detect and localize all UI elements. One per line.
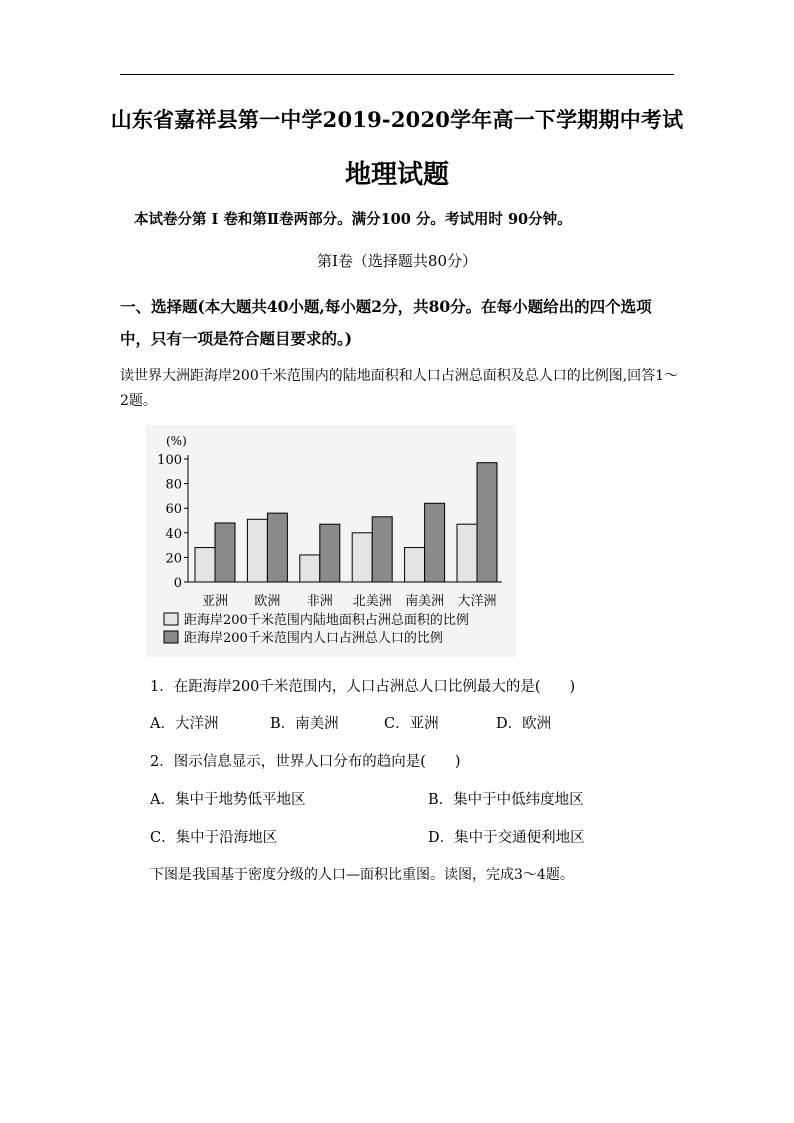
bar-population-3 [372, 517, 392, 582]
x-category-label: 亚洲 [201, 594, 229, 609]
bar-population-1 [267, 513, 287, 582]
question-1-option-d[interactable]: D．欧洲 [496, 716, 552, 732]
question-2-option-c[interactable]: C．集中于沿海地区 [150, 830, 278, 846]
question-1-option-c[interactable]: C．亚洲 [384, 716, 439, 732]
x-category-label: 非洲 [306, 594, 333, 609]
y-axis-unit-label: (%) [166, 434, 187, 448]
question-2-option-b[interactable]: B．集中于中低纬度地区 [428, 792, 584, 808]
x-category-label: 北美洲 [352, 594, 392, 609]
exam-intro: 本试卷分第 Ⅰ 卷和第Ⅱ卷两部分。满分100 分。考试用时 90分钟。 [134, 211, 572, 228]
question-1-option-b[interactable]: B．南美洲 [270, 716, 339, 732]
bar-land-4 [405, 548, 425, 582]
y-tick-label: 100 [157, 453, 182, 468]
x-category-label: 欧洲 [254, 594, 281, 609]
bar-population-4 [425, 503, 445, 582]
y-tick-label: 0 [173, 576, 182, 591]
bar-land-3 [352, 533, 372, 582]
bar-population-0 [215, 523, 235, 582]
legend-swatch [164, 613, 178, 625]
question-1-stem: 1．在距海岸200千米范围内，人口占洲总人口比例最大的是( ) [150, 679, 576, 695]
x-category-label: 大洋洲 [457, 594, 497, 609]
header-rule [120, 74, 674, 75]
bar-land-5 [457, 524, 477, 582]
legend-swatch [164, 631, 178, 643]
bar-land-1 [247, 519, 267, 582]
y-tick-label: 60 [165, 502, 182, 518]
bar-land-0 [195, 548, 215, 582]
section-title: 一、选择题(本大题共40小题,每小题2分，共80分。在每小题给出的四个选项中，只有一项是符合题目要求的。) [120, 297, 652, 348]
y-tick-label: 80 [165, 477, 182, 493]
question-2-option-d[interactable]: D．集中于交通便利地区 [428, 830, 585, 846]
question-1-option-a[interactable]: A．大洋洲 [150, 716, 219, 732]
x-category-label: 南美洲 [405, 594, 445, 609]
reading-passage-2: 下图是我国基于密度分级的人口—面积比重图。读图，完成3～4题。 [150, 867, 574, 883]
reading-passage-1: 读世界大洲距海岸200千米范围内的陆地面积和人口占洲总面积及总人口的比例图,回答1～2题。 [120, 368, 679, 409]
y-tick-label: 20 [165, 551, 182, 567]
subject-title: 地理试题 [344, 160, 449, 190]
y-tick-label: 40 [165, 526, 182, 542]
bar-chart-svg [146, 425, 516, 657]
question-2-option-a[interactable]: A．集中于地势低平地区 [150, 792, 306, 808]
legend-label: 距海岸200千米范围内陆地面积占洲总面积的比例 [184, 613, 469, 628]
bar-population-5 [477, 463, 497, 582]
legend-label: 距海岸200千米范围内人口占洲总人口的比例 [184, 631, 443, 646]
bar-chart [146, 425, 516, 657]
bar-land-2 [300, 555, 320, 582]
bar-population-2 [320, 524, 340, 582]
question-2-stem: 2．图示信息显示，世界人口分布的趋向是( ) [150, 754, 461, 770]
school-title: 山东省嘉祥县第一中学2019-2020学年高一下学期期中考试 [110, 107, 684, 132]
part-title: 第Ⅰ卷（选择题共80分） [316, 252, 477, 270]
